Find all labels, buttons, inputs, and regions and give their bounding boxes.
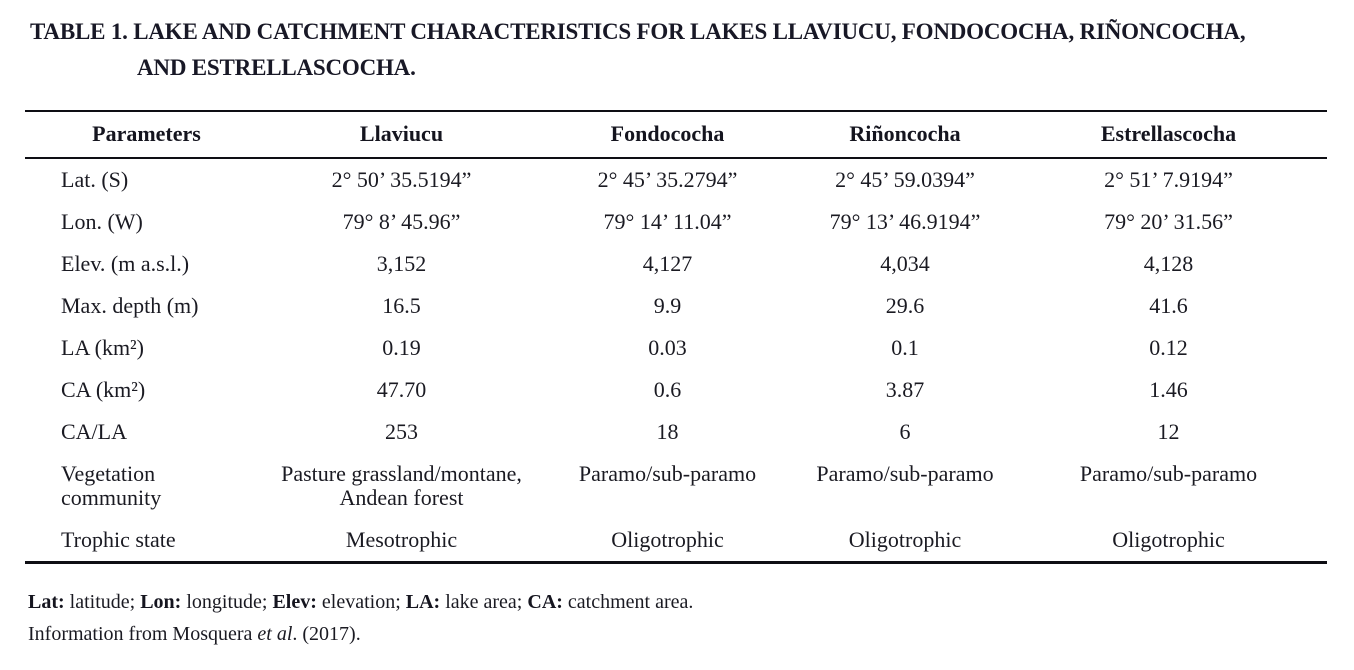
footnote-abbrev-la: LA:: [405, 591, 441, 613]
footnote-source-text: Information from Mosquera: [28, 623, 258, 645]
value-cell: 47.70: [376, 377, 427, 402]
table-row-longitude: [25, 201, 1327, 243]
footnote-text: longitude;: [181, 591, 273, 613]
table-row-lake-area: [25, 327, 1327, 369]
table-row-latitude: [25, 158, 1327, 201]
table-caption-line2: AND ESTRELLASCOCHA.: [137, 55, 416, 80]
footnote-source: [28, 618, 1328, 650]
value-cell: 0.12: [1149, 335, 1188, 360]
footnote-source-year: . (2017).: [292, 623, 361, 645]
footnote-text: lake area;: [440, 591, 528, 613]
value-cell: 0.1: [891, 335, 919, 360]
value-cell: 3.87: [885, 377, 925, 402]
value-cell: 6: [899, 419, 911, 444]
value-cell: Mesotrophic: [345, 527, 458, 552]
table-caption: [30, 14, 1340, 86]
value-cell: 0.19: [382, 335, 421, 360]
column-header-llaviucu: Llaviucu: [359, 121, 444, 146]
value-cell: 12: [1157, 419, 1180, 444]
column-header-rinoncocha: Riñoncocha: [849, 121, 961, 146]
parameter-cell: Max. depth (m): [61, 293, 199, 318]
footnote-abbrev-lon: Lon:: [140, 591, 182, 613]
value-cell: 18: [656, 419, 679, 444]
value-cell: 79° 13’ 46.9194”: [829, 209, 981, 234]
value-cell: 79° 8’ 45.96”: [342, 209, 461, 234]
value-cell: Paramo/sub-paramo: [816, 461, 994, 486]
value-cell: 0.03: [648, 335, 687, 360]
value-cell: 79° 14’ 11.04”: [603, 209, 732, 234]
footnote-abbreviations: [28, 586, 1328, 618]
value-cell: 2° 45’ 59.0394”: [835, 167, 975, 192]
lake-characteristics-table: [25, 110, 1327, 564]
header-row: [25, 111, 1327, 158]
parameter-cell: Trophic state: [61, 527, 176, 552]
value-cell: 41.6: [1149, 293, 1188, 318]
table-row-ca-la-ratio: [25, 411, 1327, 453]
value-cell: 2° 51’ 7.9194”: [1104, 167, 1233, 192]
value-cell: 2° 45’ 35.2794”: [597, 167, 738, 192]
parameter-cell: CA/LA: [61, 419, 127, 444]
footnote-et-al: et al: [257, 623, 293, 645]
value-cell: 16.5: [382, 293, 421, 318]
footnote: [28, 586, 1328, 650]
parameter-cell: LA (km²): [61, 335, 144, 360]
parameter-cell: CA (km²): [61, 377, 146, 402]
value-cell: 1.46: [1149, 377, 1188, 402]
footnote-text: latitude;: [64, 591, 141, 613]
value-cell: 0.6: [653, 377, 682, 402]
value-cell: 253: [385, 419, 418, 444]
footnote-abbrev-elev: Elev:: [272, 591, 317, 613]
value-cell: Oligotrophic: [848, 527, 962, 552]
value-cell: Oligotrophic: [1112, 527, 1225, 552]
value-cell: 2° 50’ 35.5194”: [331, 167, 472, 192]
footnote-text: catchment area.: [562, 591, 694, 613]
value-cell: 3,152: [376, 251, 427, 276]
value-cell: Paramo/sub-paramo: [1079, 461, 1258, 486]
footnote-abbrev-ca: CA:: [527, 591, 563, 613]
table-caption-line1: TABLE 1. LAKE AND CATCHMENT CHARACTERISTICS FOR LAKES LLAVIUCU, FONDOCOCHA, RIÑONCOCHA,: [30, 19, 1246, 44]
parameter-cell: Lon. (W): [61, 209, 143, 234]
value-cell: 4,034: [880, 251, 930, 276]
value-cell: 4,128: [1143, 251, 1194, 276]
table-row-trophic-state: [25, 519, 1327, 563]
value-cell: 4,127: [642, 251, 693, 276]
value-cell: Oligotrophic: [611, 527, 724, 552]
footnote-abbrev-lat: Lat:: [28, 591, 65, 613]
parameter-cell: Lat. (S): [61, 167, 129, 192]
table-row-vegetation-community: [25, 453, 1327, 519]
value-cell: Pasture grassland/montane, Andean forest: [281, 461, 522, 510]
parameter-cell: Elev. (m a.s.l.): [61, 251, 190, 276]
footnote-text: elevation;: [316, 591, 406, 613]
table-row-catchment-area: [25, 369, 1327, 411]
value-cell: 9.9: [653, 293, 682, 318]
value-cell: Paramo/sub-paramo: [578, 461, 757, 486]
value-cell: 29.6: [885, 293, 925, 318]
table-row-max-depth: [25, 285, 1327, 327]
column-header-fondococha: Fondococha: [610, 121, 725, 146]
parameter-cell: Vegetation community: [61, 461, 162, 510]
column-header-estrellascocha: Estrellascocha: [1100, 121, 1237, 146]
value-cell: 79° 20’ 31.56”: [1104, 209, 1233, 234]
table-row-elevation: [25, 243, 1327, 285]
column-header-parameters: Parameters: [92, 121, 201, 146]
